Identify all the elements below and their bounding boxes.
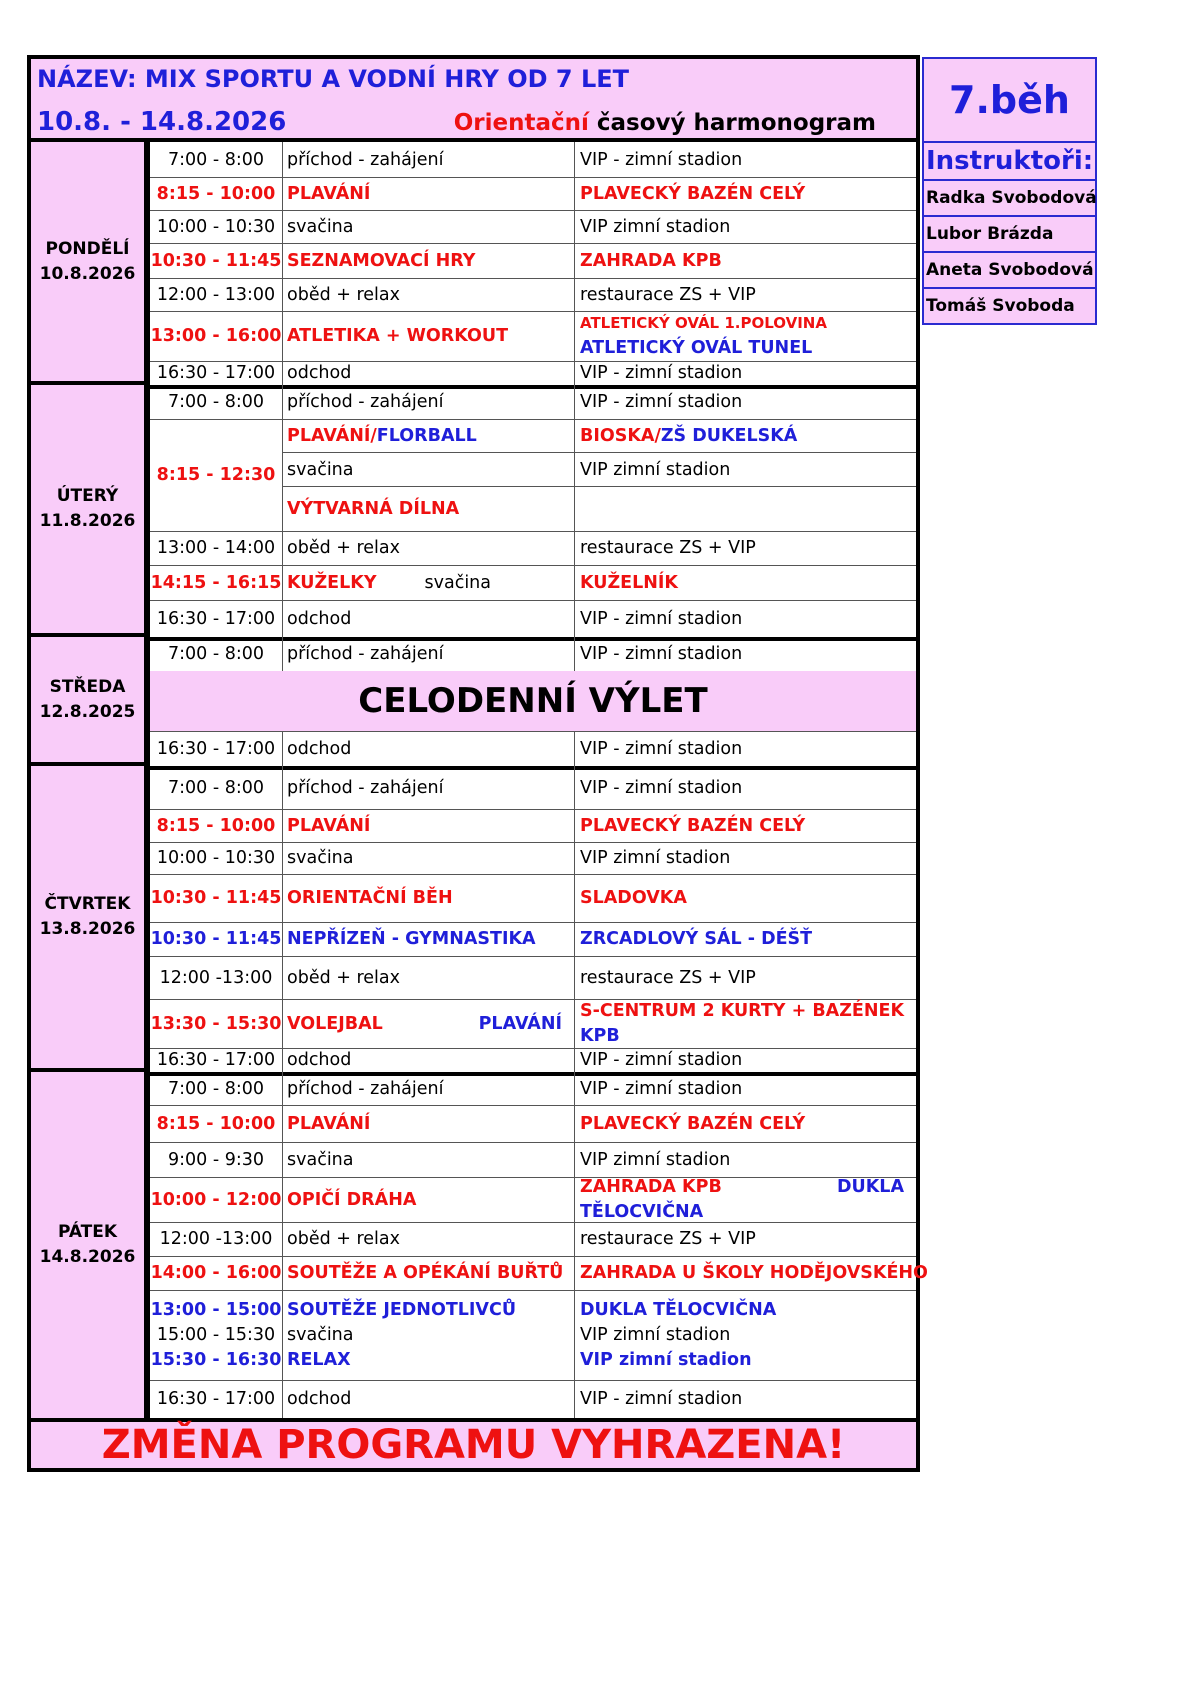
time-cell: 8:15 - 10:00: [150, 177, 283, 210]
time-cell: 7:00 - 8:00: [150, 385, 283, 419]
activity-cell: [282, 999, 575, 1048]
day-name: ČTVRTEK: [44, 894, 131, 914]
table-row: [150, 956, 916, 1000]
instructor: Radka Svobodová: [924, 179, 1095, 215]
activity-cell: oběd + relax: [282, 531, 575, 565]
place-cell: VIP - zimní stadion: [580, 149, 743, 170]
activity-cell: svačina: [282, 1142, 575, 1177]
place-cell: VIP - zimní stadion: [580, 644, 743, 664]
activity-cell: svačina: [282, 842, 575, 874]
time-cell: 10:00 - 10:30: [150, 842, 283, 874]
activity-cell: oběd + relax: [282, 956, 575, 999]
place-cell: ZAHRADA U ŠKOLY HODĚJOVSKÉHO: [580, 1263, 928, 1283]
place-cell: VIP zimní stadion: [580, 848, 731, 868]
table-row: [150, 1142, 916, 1178]
place-cell: [575, 419, 916, 531]
activity-cell: odchod: [282, 1380, 575, 1418]
schedule-subtitle: [454, 110, 876, 136]
table-row: [150, 1072, 916, 1106]
time-cell: 8:15 - 10:00: [150, 1105, 283, 1142]
place-cell: VIP - zimní stadion: [580, 1078, 743, 1099]
activity-snack: svačina: [424, 572, 491, 593]
day-date: 11.8.2026: [39, 511, 136, 531]
activity-cell: ATLETIKA + WORKOUT: [282, 311, 575, 361]
activity-line: SOUTĚŽE JEDNOTLIVCŮ: [287, 1299, 517, 1320]
time-cell: 7:00 - 8:00: [150, 637, 283, 671]
activity-cell: OPIČÍ DRÁHA: [282, 1177, 575, 1222]
table-row: [150, 243, 916, 279]
place-cell: [575, 1290, 916, 1380]
activity-cell: [282, 419, 575, 531]
place-line-empty: [575, 487, 916, 531]
activity-cell: oběd + relax: [282, 278, 575, 311]
activity-line: VÝTVARNÁ DÍLNA: [287, 499, 460, 519]
place-cell: VIP - zimní stadion: [580, 608, 743, 629]
time-cell: 10:30 - 11:45: [150, 922, 283, 956]
activity-cell: PLAVÁNÍ: [282, 1105, 575, 1142]
place-cell: VIP - zimní stadion: [580, 392, 743, 412]
place-line: S-CENTRUM 2 KURTY + BAZÉNEK: [580, 1000, 905, 1021]
table-row: [150, 210, 916, 244]
activity-bowling: KUŽELKY: [287, 572, 377, 593]
place-cell: PLAVECKÝ BAZÉN CELÝ: [580, 815, 806, 836]
time-cell: 10:30 - 11:45: [150, 874, 283, 922]
place-cell: VIP - zimní stadion: [580, 738, 743, 759]
time-line: 13:00 - 15:00: [150, 1299, 282, 1320]
place-line: TĚLOCVIČNA: [580, 1201, 704, 1222]
place-line: VIP zimní stadion: [575, 453, 916, 487]
activity-swimming: PLAVÁNÍ: [478, 1013, 562, 1034]
activity-line: svačina: [282, 453, 574, 487]
activity-cell: odchod: [282, 731, 575, 766]
time-cell: 10:00 - 10:30: [150, 210, 283, 243]
place-zs-dukelska: ZŠ DUKELSKÁ: [660, 425, 798, 446]
table-row: [150, 600, 916, 641]
table-row: [150, 874, 916, 923]
table-row: [150, 1256, 928, 1291]
instructor: Aneta Svobodová: [924, 251, 1095, 287]
activity-cell: SEZNAMOVACÍ HRY: [282, 243, 575, 278]
activity-cell: oběd + relax: [282, 1222, 575, 1256]
activity-floorball: FLORBALL: [376, 425, 477, 446]
time-line: 15:00 - 15:30: [156, 1324, 276, 1345]
day-thursday: [31, 766, 144, 1068]
time-cell: 16:30 - 17:00: [150, 361, 283, 385]
table-row: [150, 1222, 916, 1257]
program-title: NÁZEV: MIX SPORTU A VODNÍ HRY OD 7 LET: [37, 65, 630, 93]
place-cell: [575, 311, 916, 361]
place-garden: ZAHRADA KPB: [580, 1176, 722, 1197]
instructor: Lubor Brázda: [924, 215, 1095, 251]
time-cell: 12:00 -13:00: [150, 956, 283, 999]
time-cell: 9:00 - 9:30: [150, 1142, 283, 1177]
activity-cell: ORIENTAČNÍ BĚH: [282, 874, 575, 922]
subtitle-black: časový harmonogram: [588, 110, 876, 136]
day-name: STŘEDA: [49, 676, 126, 697]
instructor: Tomáš Svoboda: [924, 287, 1095, 323]
schedule-grid: [27, 142, 928, 1422]
schedule-header: [27, 55, 920, 142]
table-row: [150, 1177, 916, 1223]
activity-line: RELAX: [287, 1349, 351, 1370]
day-name: ÚTERÝ: [56, 486, 119, 506]
activity-cell: NEPŘÍZEŇ - GYMNASTIKA: [282, 922, 575, 956]
table-row: [150, 842, 916, 875]
place-cell: VIP - zimní stadion: [580, 363, 743, 383]
table-row: [150, 1290, 916, 1381]
day-date: 13.8.2026: [39, 919, 136, 939]
time-cell: 12:00 -13:00: [150, 1222, 283, 1256]
instructors-title: Instruktoři:: [926, 146, 1094, 176]
activity-line: [282, 419, 574, 453]
place-cell: VIP - zimní stadion: [580, 1050, 743, 1070]
day-date: 10.8.2026: [39, 263, 136, 284]
day-tuesday: [31, 385, 144, 633]
activity-cell: příchod - zahájení: [282, 142, 575, 177]
table-row: [150, 1380, 916, 1418]
place-cell: [575, 1177, 916, 1222]
place-cell: PLAVECKÝ BAZÉN CELÝ: [580, 1113, 806, 1134]
activity-cell: příchod - zahájení: [282, 385, 575, 419]
place-line: ATLETICKÝ OVÁL TUNEL: [580, 338, 813, 358]
place-cell: restaurace ZS + VIP: [580, 284, 756, 305]
activity-cell: [282, 1290, 575, 1380]
activity-cell: odchod: [282, 600, 575, 637]
activity-cell: [282, 565, 575, 600]
time-cell: 16:30 - 17:00: [150, 1380, 283, 1418]
time-cell: 16:30 - 17:00: [150, 731, 283, 766]
place-cell: [575, 999, 916, 1048]
full-day-trip: CELODENNÍ VÝLET: [150, 671, 916, 732]
place-cell: ZAHRADA KPB: [580, 250, 722, 271]
day-date: 12.8.2025: [39, 701, 136, 722]
day-date: 14.8.2026: [39, 1247, 136, 1267]
place-cell: restaurace ZS + VIP: [580, 538, 756, 558]
activity-cell: PLAVÁNÍ: [282, 809, 575, 842]
time-cell: 16:30 - 17:00: [150, 600, 283, 637]
table-row: [150, 922, 916, 957]
activity-cell: SOUTĚŽE A OPÉKÁNÍ BUŘTŮ: [282, 1256, 575, 1290]
time-cell: 12:00 - 13:00: [150, 278, 283, 311]
time-cell: 13:00 - 16:00: [150, 311, 283, 361]
time-cell: 10:30 - 11:45: [150, 243, 283, 278]
time-cell: 7:00 - 8:00: [150, 1072, 283, 1105]
place-cell: restaurace ZS + VIP: [580, 1229, 756, 1249]
table-row: [150, 637, 916, 672]
place-cell: VIP zimní stadion: [580, 1149, 731, 1170]
time-cell: [150, 1290, 283, 1380]
table-row: [150, 766, 916, 810]
table-row: [150, 809, 916, 843]
subtitle-red: Orientační: [453, 110, 589, 136]
table-row: [150, 385, 916, 420]
time-cell: 10:00 - 12:00: [150, 1177, 283, 1222]
place-cell: VIP zimní stadion: [580, 216, 731, 237]
time-cell: 8:15 - 12:30: [150, 419, 283, 531]
day-friday: [31, 1072, 144, 1418]
place-cell: KUŽELNÍK: [580, 572, 678, 593]
time-cell: 7:00 - 8:00: [150, 142, 283, 177]
place-cell: SLADOVKA: [580, 888, 687, 908]
table-row: [150, 177, 916, 211]
place-dukla: DUKLA: [837, 1176, 904, 1197]
time-cell: 7:00 - 8:00: [150, 766, 283, 809]
place-cell: PLAVECKÝ BAZÉN CELÝ: [580, 183, 806, 204]
day-name: PONDĚLÍ: [45, 238, 130, 259]
place-line: [580, 1175, 916, 1200]
place-cell: VIP - zimní stadion: [580, 777, 743, 798]
run-number: 7.běh: [922, 57, 1097, 143]
time-line: 15:30 - 16:30: [150, 1349, 282, 1370]
place-line: VIP zimní stadion: [580, 1349, 752, 1370]
place-line: VIP zimní stadion: [580, 1324, 731, 1345]
table-row: [150, 419, 916, 532]
separator: /: [370, 425, 377, 446]
program-change-notice: ZMĚNA PROGRAMU VYHRAZENA!: [27, 1422, 920, 1472]
activity-volleyball: VOLEJBAL: [287, 1013, 383, 1034]
day-name: PÁTEK: [57, 1222, 118, 1242]
activity-cell: příchod - zahájení: [282, 766, 575, 809]
activity-line: svačina: [287, 1324, 354, 1345]
table-row: [150, 731, 916, 770]
table-row: [150, 565, 916, 601]
activity-cell: PLAVÁNÍ: [282, 177, 575, 210]
place-line: [575, 419, 916, 453]
activity-cell: svačina: [282, 210, 575, 243]
place-bioska: BIOSKA: [580, 425, 655, 446]
time-cell: 13:00 - 14:00: [150, 531, 283, 565]
time-cell: 16:30 - 17:00: [150, 1048, 283, 1072]
table-row: [150, 999, 916, 1049]
time-cell: 13:30 - 15:30: [150, 999, 283, 1048]
table-row: [150, 311, 916, 362]
place-line: DUKLA TĚLOCVIČNA: [580, 1299, 777, 1320]
table-row: [150, 1105, 916, 1143]
program-dates: 10.8. - 14.8.2026: [37, 107, 287, 137]
table-row: [150, 142, 916, 178]
activity-cell: odchod: [282, 1048, 575, 1072]
day-monday: [31, 142, 144, 381]
day-wednesday: [31, 637, 144, 762]
time-cell: 14:15 - 16:15: [150, 565, 283, 600]
separator: /: [654, 425, 661, 446]
activity-swimming: PLAVÁNÍ: [287, 425, 371, 446]
table-row: [150, 531, 916, 566]
place-cell: ZRCADLOVÝ SÁL - DÉŠŤ: [580, 929, 813, 949]
place-cell: VIP - zimní stadion: [580, 1389, 743, 1409]
place-line: KPB: [580, 1025, 620, 1046]
place-cell: restaurace ZS + VIP: [580, 967, 756, 988]
activity-cell: odchod: [282, 361, 575, 385]
time-cell: 8:15 - 10:00: [150, 809, 283, 842]
table-row: [150, 278, 916, 312]
instructors-box: [922, 143, 1097, 325]
place-line: ATLETICKÝ OVÁL 1.POLOVINA: [580, 314, 827, 332]
time-cell: 14:00 - 16:00: [150, 1256, 283, 1290]
activity-cell: příchod - zahájení: [282, 637, 575, 671]
activity-cell: příchod - zahájení: [282, 1072, 575, 1105]
